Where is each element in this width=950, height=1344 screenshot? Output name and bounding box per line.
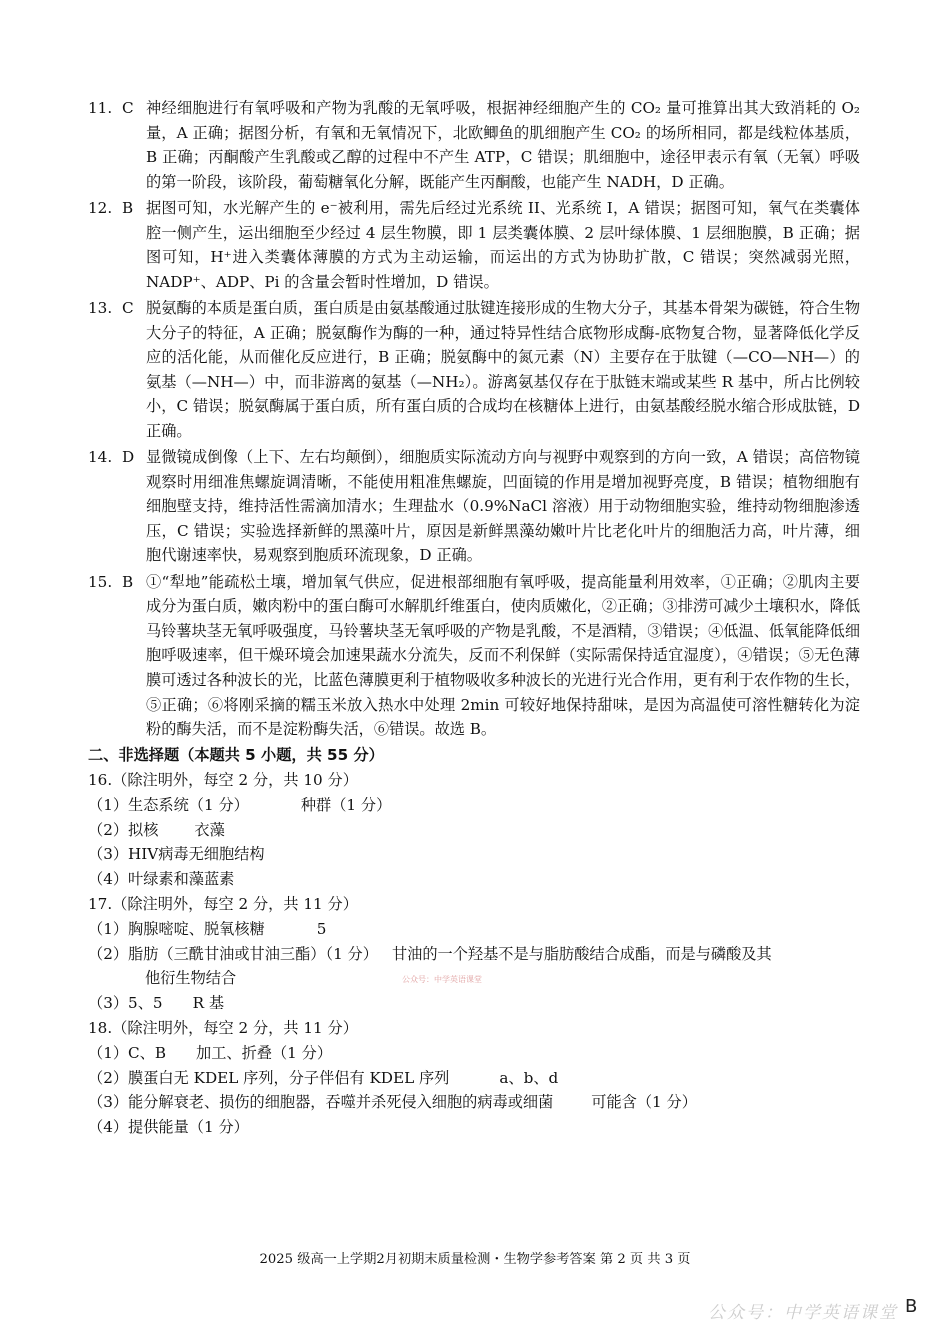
answer-letter: D <box>122 448 135 467</box>
q18-1a: （1）C、B <box>88 1043 167 1062</box>
q18-2a: （2）膜蛋白无 KDEL 序列，分子伴侣有 KDEL 序列 <box>88 1068 450 1087</box>
q16-line-4: （4）叶绿素和藻蓝素 <box>88 870 235 889</box>
q16-2b: 衣藻 <box>194 820 225 839</box>
question-number: 14. <box>88 448 113 467</box>
q16-1a: （1）生态系统（1 分） <box>88 795 249 814</box>
explanation-text: ①“犁地”能疏松土壤，增加氧气供应，促进根部细胞有氧呼吸，提高能量利用效率，①正确；②肌肉主要成分为蛋白质，嫩肉粉中的蛋白酶可水解肌纤维蛋白，使肉质嫩化，②正确；③排涝可减少土壤积水，降低马铃薯块茎无氧呼吸强度，马铃薯块茎无氧呼吸的产物是乳酸，不是酒精，③错误；④低温、低氧能降低细胞呼吸速率，但干燥环境会加速果蔬水分流失，反而不利保鲜（实际需保持适宜湿度），④错误；⑤无色薄膜可透过各种波长的光，比蓝色薄膜更利于植物吸收多种波长的光进行光合作用，更有利于农作物的生长，⑤正确；⑥将刚采摘的糯玉米放入热水中处理 2min 可较好地保持甜味，是因为高温使可溶性糖转化为淀粉的酶失活，而不是淀粉酶失活，⑥错误。故选 B。 <box>146 572 860 739</box>
q17-line-2 <box>88 942 860 967</box>
question-13 <box>88 296 860 444</box>
q18-3b: 可能含（1 分） <box>591 1093 697 1112</box>
q18-2b: a、b、d <box>499 1068 559 1087</box>
page-footer: 2025 级高一上学期2月初期末质量检测・生物学参考答案 第 2 页 共 3 页 <box>259 1252 691 1267</box>
q17-header: 17.（除注明外，每空 2 分，共 11 分） <box>88 894 358 913</box>
question-number: 15. <box>88 572 113 591</box>
q16-1b: 种群（1 分） <box>300 795 392 814</box>
q16-header: 16.（除注明外，每空 2 分，共 10 分） <box>88 771 358 789</box>
corner-letter: B <box>905 1296 918 1317</box>
explanation-text: 神经细胞进行有氧呼吸和产物为乳酸的无氧呼吸，根据神经细胞产生的 CO₂ 量可推算出其大致消耗的 O₂ 量，A 正确；据图分析，有氧和无氧情况下，北欧鲫鱼的肌细胞产生 CO₂ 的场所相同，都是线粒体基质，B 正确；丙酮酸产生乳酸或乙醇的过程中不产生 ATP，C 错误；肌细胞中，途径甲表示有氧（无氧）呼吸的第一阶段，该阶段，葡萄糖氧化分解，既能产生丙酮酸，也能产生 NADH，D 正确。 <box>146 99 860 191</box>
q17-line-1 <box>88 917 860 942</box>
question-number: 12. <box>88 198 113 217</box>
explanation-text: 脱氨酶的本质是蛋白质，蛋白质是由氨基酸通过肽键连接形成的生物大分子，其基本骨架为碳链，符合生物大分子的特征，A 正确；脱氨酶作为酶的一种，通过特异性结合底物形成酶-底物复合物，显著降低化学反应的活化能，从而催化反应进行，B 正确；脱氨酶中的氮元素（N）主要存在于肽键（—CO—NH—）的氨基（—NH—）中，而非游离的氨基（—NH₂）。游离氨基仅存在于肽链末端或某些 R 基中，所占比例较小，C 错误；脱氨酶属于蛋白质，所有蛋白质的合成均在核糖体上进行，由氨基酸经脱水缩合形成肽链，D 正确。 <box>146 298 860 440</box>
q17-line-2-cont: 他衍生物结合 <box>145 969 237 988</box>
q18-header: 18.（除注明外，每空 2 分，共 11 分） <box>88 1018 358 1037</box>
explanation-text: 显微镜成倒像（上下、左右均颠倒），细胞质实际流动方向与视野中观察到的方向一致，A 错误；高倍物镜观察时用细准焦螺旋调清晰，不能使用粗准焦螺旋，凹面镜的作用是增加视野亮度，B 错误；植物细胞有细胞壁支持，维持活性需滴加清水；生理盐水（0.9%NaCl 溶液）用于动物细胞实验，维持动物细胞渗透压，C 错误；实验选择新鲜的黑藻叶片，原因是新鲜黑藻幼嫩叶片比老化叶片的细胞活力高，叶片薄，细胞代谢速率快，易观察到胞质环流现象，D 正确。 <box>146 448 860 565</box>
answer-letter: C <box>122 298 134 317</box>
watermark-mid: 公众号：中学英语课堂 <box>402 975 482 984</box>
question-number: 13. <box>88 298 113 317</box>
q16-2a: （2）拟核 <box>88 820 159 839</box>
q16-line-3: （3）HIV病毒无细胞结构 <box>88 845 265 864</box>
q17-3a: （3）5、5 <box>88 994 163 1013</box>
q16-line-1 <box>88 793 860 818</box>
q18-line-3 <box>88 1090 860 1115</box>
q17-2a: （2）脂肪（三酰甘油或甘油三酯）（1 分） <box>88 944 378 963</box>
q17-1b: 5 <box>316 919 327 938</box>
question-15 <box>88 570 860 742</box>
question-12 <box>88 196 860 294</box>
answer-letter: B <box>122 198 134 217</box>
section-title: 二、非选择题（本题共 5 小题，共 55 分） <box>88 746 384 765</box>
q18-line-4: （4）提供能量（1 分） <box>88 1118 249 1137</box>
question-14 <box>88 445 860 568</box>
question-number: 11. <box>88 99 113 117</box>
watermark-bottom: 公众号：中学英语课堂 <box>708 1303 898 1323</box>
q17-line-3 <box>88 991 860 1016</box>
q17-2b: 甘油的一个羟基不是与脂肪酸结合成酯，而是与磷酸及其 <box>391 944 772 963</box>
answer-letter: C <box>122 99 134 117</box>
q18-3a: （3）能分解衰老、损伤的细胞器，吞噬并杀死侵入细胞的病毒或细菌 <box>88 1093 554 1112</box>
q17-1a: （1）胸腺嘧啶、脱氧核糖 <box>88 919 265 938</box>
q18-line-2 <box>88 1066 860 1091</box>
q18-1b: 加工、折叠（1 分） <box>196 1043 333 1062</box>
explanation-text: 据图可知，水光解产生的 e⁻被利用，需先后经过光系统 II、光系统 I，A 错误；据图可知，氧气在类囊体腔一侧产生，运出细胞至少经过 4 层生物膜，即 1 层类囊体膜、2 层叶绿体膜、1 层细胞膜，B 正确；据图可知，H⁺进入类囊体薄膜的方式为主动运输，而运出的方式为协助扩散，C 错误；突然减弱光照，NADP⁺、ADP、Pi 的含量会暂时性增加，D 错误。 <box>146 198 860 291</box>
q18-line-1 <box>88 1041 860 1066</box>
q17-3b: R 基 <box>192 994 225 1013</box>
answer-letter: B <box>122 572 134 591</box>
question-11 <box>88 96 860 194</box>
q16-line-2 <box>88 818 860 843</box>
